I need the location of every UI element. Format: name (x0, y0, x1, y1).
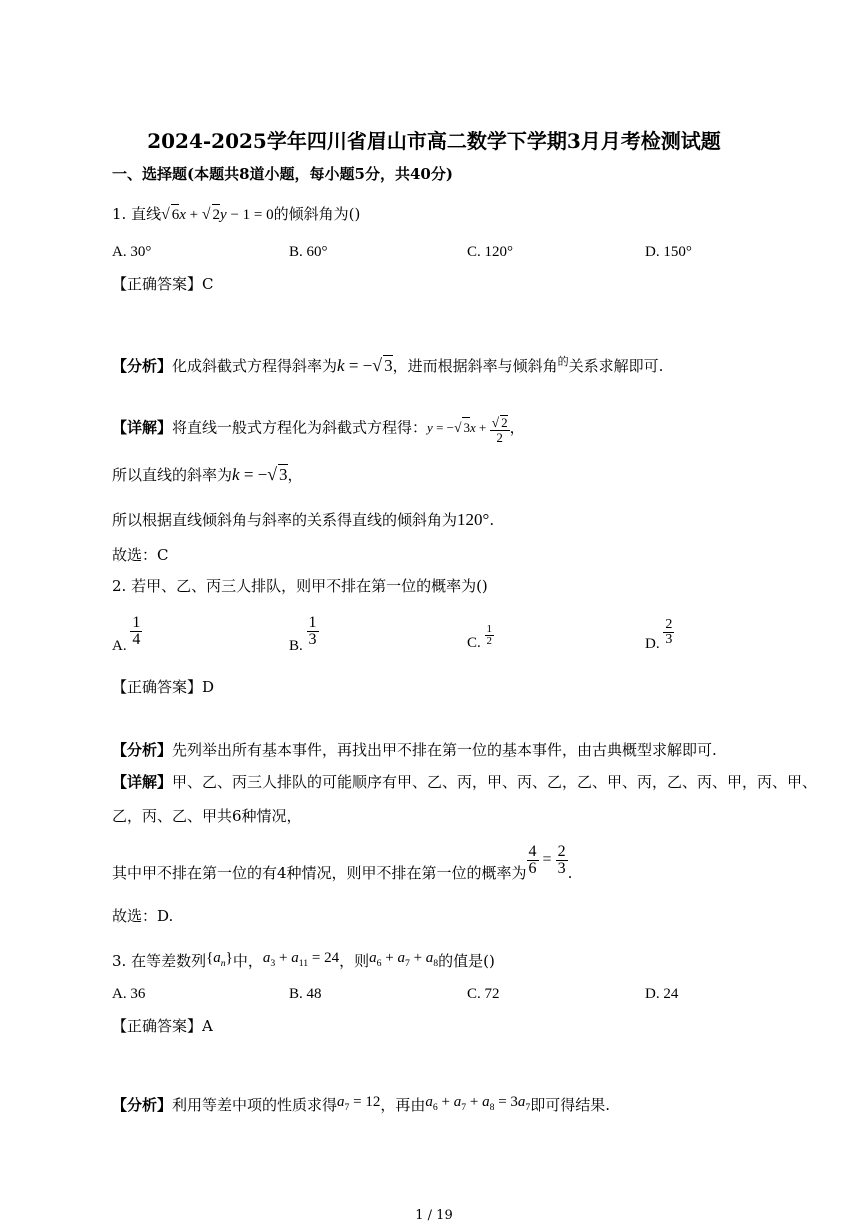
page-number: 1 / 19 (415, 1208, 453, 1223)
q2-choose: 故选：D. (112, 907, 174, 925)
q3-option-d: D. 24 (645, 986, 679, 1002)
q1-detail-1: 【详解】将直线一般式方程化为斜截式方程得：y = −√ 3x + $\frac{√ 2}{2}$ ， (112, 415, 525, 445)
q1-detail-2: 所以直线的斜率为k = −√ 3， (112, 464, 303, 484)
q3-option-b: B. 48 (289, 986, 322, 1002)
q3-answer: 【正确答案】A (112, 1017, 213, 1035)
q1-detail-3: 所以根据直线倾斜角与斜率的关系得直线的倾斜角为120°. (112, 510, 495, 529)
q3-analysis: 【分析】利用等差中项的性质求得$a_7 = 12$，再由$a_6 + a_7 + a_8 = 3a_7$即可得结果. (112, 1094, 611, 1114)
q1-option-c: C. 120° (467, 244, 514, 260)
question-2-stem: 2. 若甲、乙、丙三人排队，则甲不排在第一位的概率为() (112, 577, 488, 595)
q2-detail-1: 【详解】甲、乙、丙三人排队的可能顺序有甲、乙、丙，甲、丙、乙，乙、甲、丙，乙、丙、甲，丙、甲、 (112, 773, 818, 791)
q2-option-a: A. $\frac{1}{4}$ (112, 614, 141, 654)
q2-answer: 【正确答案】D (112, 678, 215, 696)
q1-option-b: B. 60° (289, 244, 328, 260)
q1-option-a: A. 30° (112, 244, 152, 260)
q1-answer: 【正确答案】C (112, 275, 214, 293)
question-3-stem: 3. 在等差数列$\{a_n\}$中，$a_3 + a_{11} = 24$，则$a_6 + a_7 + a_8$的值是() (112, 950, 495, 970)
q1-choose: 故选：C (112, 546, 169, 564)
q3-option-a: A. 36 (112, 986, 146, 1002)
q1-option-d: D. 150° (645, 244, 692, 260)
q1-equation: √ 6x + √ 2y − 1 = 0 (161, 206, 274, 223)
q2-analysis: 【分析】先列举出所有基本事件，再找出甲不排在第一位的基本事件，由古典概型求解即可. (112, 741, 717, 759)
q3-option-c: C. 72 (467, 986, 500, 1002)
q1-analysis: 【分析】化成斜截式方程得斜率为k = −√ 3，进而根据斜率与倾斜角$^的$关系求解即可. (112, 355, 664, 375)
q2-option-c: C. $\frac{1}{2}$ (467, 623, 493, 651)
q2-detail-2: 乙，丙、乙、甲共6种情况， (112, 807, 302, 825)
page-title: 2024-2025学年四川省眉山市高二数学下学期3月月考检测试题 (147, 129, 721, 153)
q2-option-d: D. $\frac{2}{3}$ (645, 617, 673, 652)
section-heading: 一、选择题(本题共8道小题，每小题5分，共40分) (112, 165, 453, 183)
q2-option-b: B. $\frac{1}{3}$ (289, 614, 317, 654)
question-1-stem: 1. 直线√ 6x + √ 2y − 1 = 0的倾斜角为() (112, 205, 361, 223)
q2-detail-3: 其中甲不排在第一位的有4种情况，则甲不排在第一位的概率为 $\frac{4}{6}$ = $\frac{2}{3}$ . (112, 843, 573, 883)
